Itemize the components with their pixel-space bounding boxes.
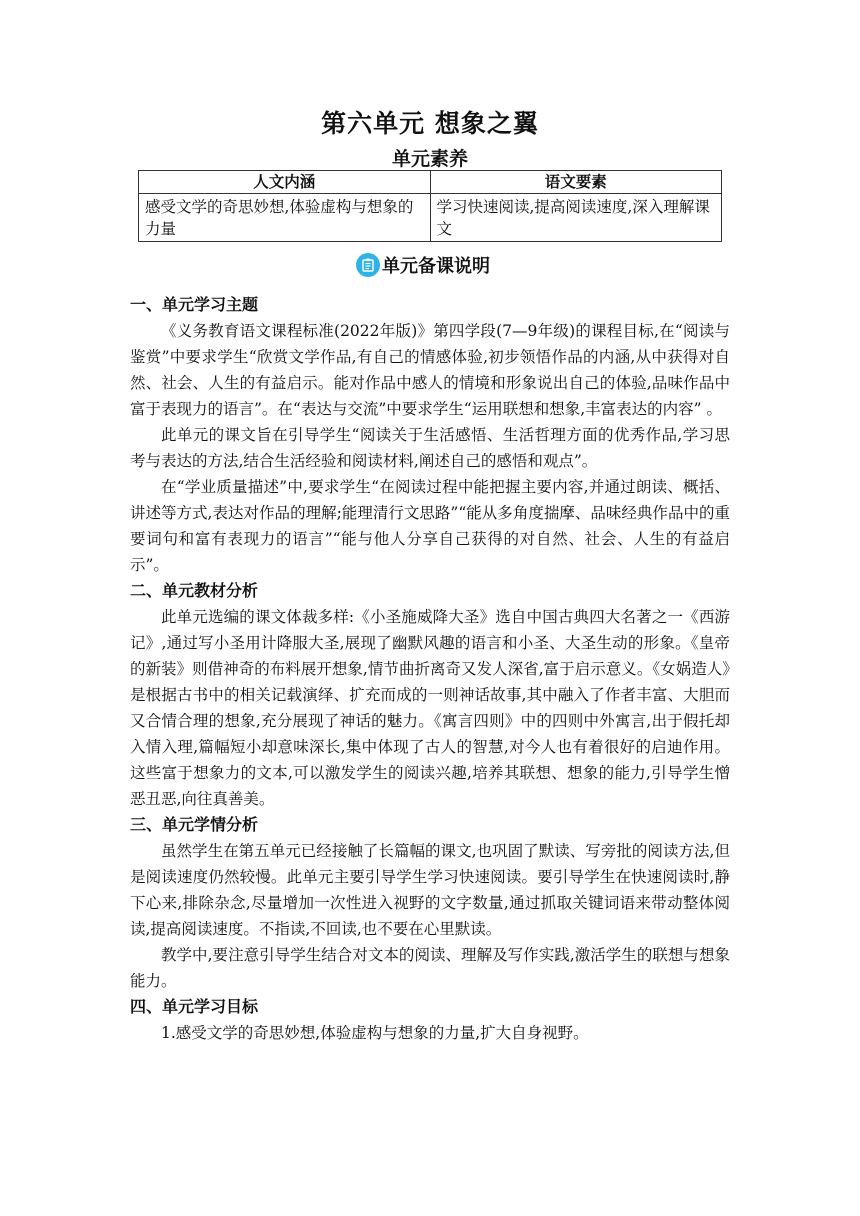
unit-title: 第六单元 想象之翼: [321, 109, 539, 138]
paragraph: 在“学业质量描述”中,要求学生“在阅读过程中能把握主要内容,并通过朗读、概括、讲述等方式,表达对作品的理解;能理清行文思路”“能从多角度揣摩、品味经典作品中的重要词句和富有表现力的语言”“能与他人分享自己获得的对自然、社会、人生的有益启示”。: [130, 478, 730, 574]
table-header-row: [139, 171, 722, 194]
unit-literacy-heading: 单元素养: [391, 148, 468, 170]
section-heading: 二、单元教材分析: [130, 581, 259, 600]
notepad-icon: [356, 253, 380, 277]
paragraph: 此单元的课文旨在引导学生“阅读关于生活感悟、生活哲理方面的优秀作品,学习思考与表达的方法,结合生活经验和阅读材料,阐述自己的感悟和观点”。: [130, 426, 730, 470]
paragraph: 教学中,要注意引导学生结合对文本的阅读、理解及写作实践,激活学生的联想与想象能力。: [130, 946, 730, 990]
paragraph: 此单元选编的课文体裁多样:《小圣施威降大圣》选自中国古典四大名著之一《西游记》,通过写小圣用计降服大圣,展现了幽默风趣的语言和小圣、大圣生动的形象。《皇帝的新装》则借神奇的布料展开想象,情节曲折离奇又发人深省,富于启示意义。《女娲造人》是根据古书中的相关记载演绎、扩充而成的一则神话故事,其中融入了作者丰富、大胆而又合情合理的想象,充分展现了神话的魅力。《寓言四则》中的四则中外寓言,出于假托却入情入理,篇幅短小却意味深长,集中体现了古人的智慧,对今人也有着很好的启迪作用。这些富于想象力的文本,可以激发学生的阅读兴趣,培养其联想、想象的能力,引导学生憎恶丑恶,向往真善美。: [130, 608, 730, 808]
paragraph: 虽然学生在第五单元已经接触了长篇幅的课文,也巩固了默读、写旁批的阅读方法,但是阅读速度仍然较慢。此单元主要引导学生学习快速阅读。要引导学生在快速阅读时,静下心来,排除杂念,尽量增加一次性进入视野的文字数量,通过抓取关键词语来带动整体阅读,提高阅读速度。不指读,不回读,也不要在心里默读。: [130, 842, 730, 938]
lesson-prep-heading: 单元备课说明: [382, 256, 490, 277]
table-cell-humanities: 感受文学的奇思妙想,体验虚构与想象的力量: [139, 194, 431, 242]
document-body: [130, 292, 730, 1046]
table-cell-language-elements: 学习快速阅读,提高阅读速度,深入理解课文: [430, 194, 722, 242]
unit-literacy-table: [138, 170, 722, 242]
section-heading: 一、单元学习主题: [130, 295, 259, 314]
table-header-language-elements: 语文要素: [430, 171, 722, 194]
table-header-humanities: 人文内涵: [139, 171, 431, 194]
paragraph: 《义务教育语文课程标准(2022年版)》第四学段(7—9年级)的课程目标,在“阅读与鉴赏”中要求学生“欣赏文学作品,有自己的情感体验,初步领悟作品的内涵,从中获得对自然、社会、人生的有益启示。能对作品中感人的情境和形象说出自己的体验,品味作品中富于表现力的语言”。在“表达与交流”中要求学生“运用联想和想象,丰富表达的内容” 。: [130, 322, 730, 418]
section-student-analysis: [130, 812, 730, 994]
section-learning-theme: [130, 292, 730, 578]
section-textbook-analysis: [130, 578, 730, 812]
section-heading: 四、单元学习目标: [130, 997, 259, 1016]
section-heading: 三、单元学情分析: [130, 815, 259, 834]
section-learning-goals: [130, 994, 730, 1046]
lesson-prep-banner: [356, 250, 490, 280]
paragraph: 1.感受文学的奇思妙想,体验虚构与想象的力量,扩大自身视野。: [161, 1024, 589, 1042]
table-row: [139, 194, 722, 242]
